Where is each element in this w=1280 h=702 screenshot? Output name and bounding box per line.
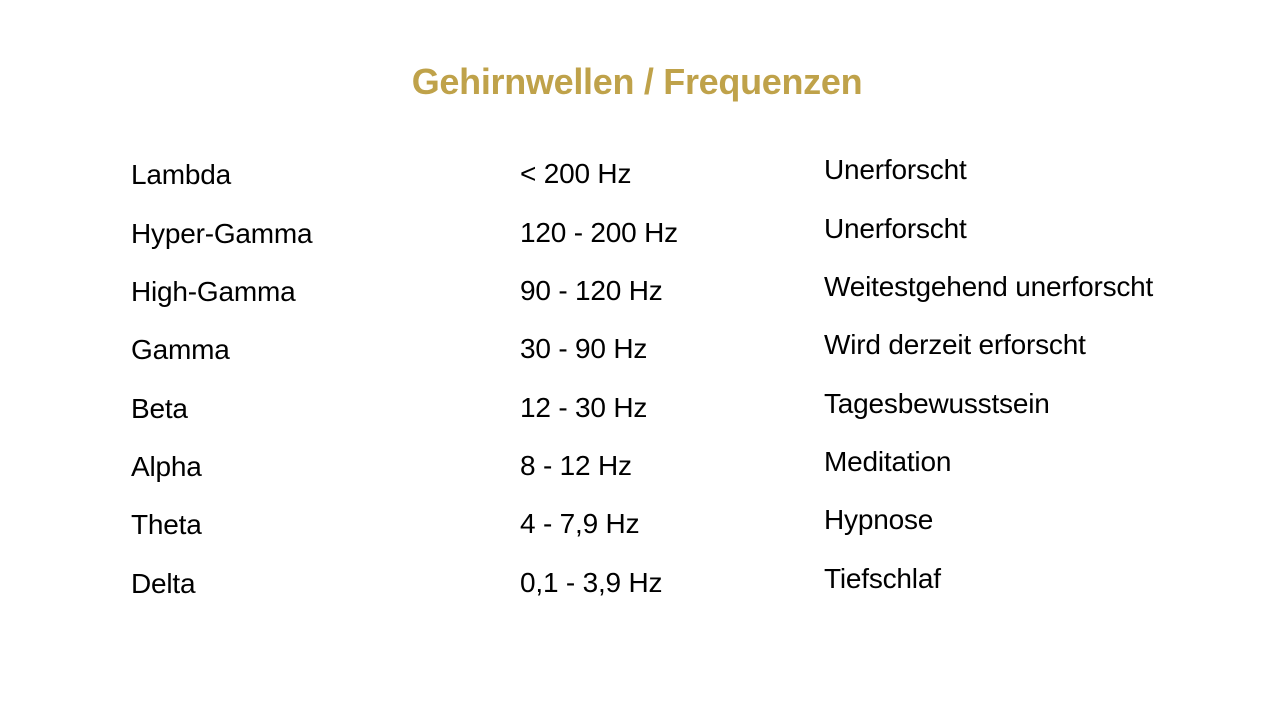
wave-name: Lambda [131, 159, 231, 190]
wave-description: Tiefschlaf [824, 563, 941, 594]
wave-frequency: < 200 Hz [520, 158, 632, 189]
wave-name: Theta [131, 509, 202, 540]
wave-description: Weitestgehend unerforscht [824, 271, 1154, 302]
table-row [0, 152, 1280, 192]
slide-title: Gehirnwellen / Frequenzen [411, 61, 863, 102]
table-row [0, 561, 1280, 601]
wave-description: Hypnose [824, 504, 934, 535]
wave-frequency: 30 - 90 Hz [520, 333, 648, 364]
wave-description: Wird derzeit erforscht [824, 329, 1086, 360]
wave-frequency: 90 - 120 Hz [520, 275, 663, 306]
wave-description: Unerforscht [824, 213, 967, 244]
wave-name: High-Gamma [131, 276, 296, 307]
wave-frequency: 0,1 - 3,9 Hz [520, 567, 663, 598]
wave-name: Beta [131, 393, 188, 424]
wave-name: Hyper-Gamma [131, 218, 313, 249]
table-row [0, 269, 1280, 309]
wave-name: Alpha [131, 451, 202, 482]
table-row [0, 386, 1280, 426]
wave-name: Delta [131, 568, 196, 599]
wave-frequency: 4 - 7,9 Hz [520, 508, 640, 539]
table-row [0, 211, 1280, 251]
wave-name: Gamma [131, 334, 230, 365]
wave-description: Unerforscht [824, 154, 967, 185]
table-row [0, 327, 1280, 367]
wave-frequency: 8 - 12 Hz [520, 450, 632, 481]
wave-frequency: 12 - 30 Hz [520, 392, 648, 423]
wave-frequency: 120 - 200 Hz [520, 217, 678, 248]
table-row [0, 444, 1280, 484]
wave-description: Tagesbewusstsein [824, 388, 1050, 419]
wave-description: Meditation [824, 446, 952, 477]
table-row [0, 502, 1280, 542]
